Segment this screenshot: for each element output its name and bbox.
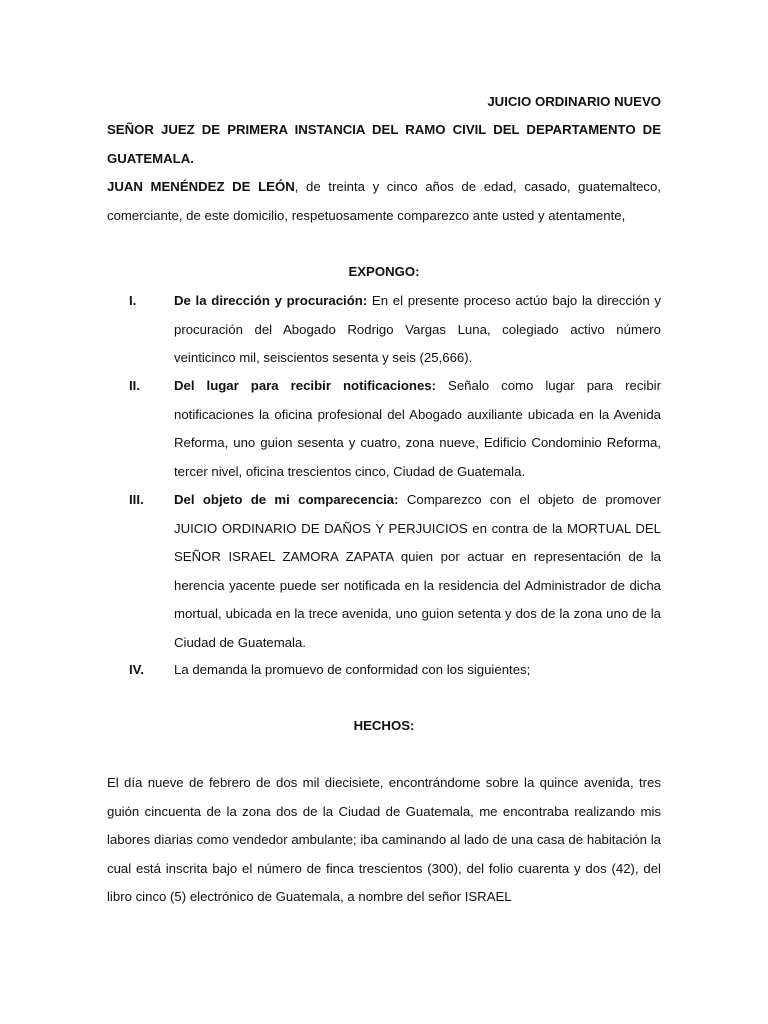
list-item bbox=[107, 372, 661, 486]
addressee: SEÑOR JUEZ DE PRIMERA INSTANCIA DEL RAMO CIVIL DEL DEPARTAMENTO DE GUATEMALA. bbox=[107, 122, 661, 166]
item-text: Señalo como lugar para recibir notificaciones la oficina profesional del Abogado auxiliante ubicada en la Avenida Reforma, uno guion sesenta y cuatro, zona nueve, Edificio Condominio Reforma, tercer nivel, oficina trescientos cinco, Ciudad de Guatemala. bbox=[174, 378, 661, 479]
list-item bbox=[107, 486, 661, 657]
item-text: La demanda la promuevo de conformidad con los siguientes; bbox=[174, 662, 531, 677]
item-number: II. bbox=[129, 378, 140, 393]
party-intro-paragraph bbox=[107, 173, 661, 230]
item-title: De la dirección y procuración: bbox=[174, 293, 368, 308]
section-hechos: HECHOS: bbox=[353, 718, 415, 733]
item-number: IV. bbox=[129, 662, 144, 677]
list-item bbox=[107, 287, 661, 373]
item-title: Del lugar para recibir notificaciones: bbox=[174, 378, 437, 393]
list-item bbox=[107, 656, 661, 685]
case-heading: JUICIO ORDINARIO NUEVO bbox=[487, 94, 661, 109]
party-intro-text: , de treinta y cinco años de edad, casado, guatemalteco, comerciante, de este domicilio, respetuosamente comparezco ante usted y atentamente, bbox=[107, 179, 661, 223]
section-expongo: EXPONGO: bbox=[348, 264, 420, 279]
hechos-paragraph: El día nueve de febrero de dos mil diecisiete, encontrándome sobre la quince avenida, tres guión cincuenta de la zona dos de la Ciudad de Guatemala, me encontraba realizando mis labores diarias como vendedor ambulante; iba caminando al lado de una casa de habitación la cual está inscrita bajo el número de finca trescientos (300), del folio cuarenta y dos (42), del libro cinco (5) electrónico de Guatemala, a nombre del señor ISRAEL bbox=[107, 775, 661, 904]
item-number: I. bbox=[129, 293, 137, 308]
item-text: En el presente proceso actúo bajo la dirección y procuración del Abogado Rodrigo Vargas Luna, colegiado activo número veinticinco mil, seiscientos sesenta y seis (25,666). bbox=[174, 293, 662, 365]
party-name: JUAN MENÉNDEZ DE LEÓN bbox=[107, 179, 295, 194]
item-title: Del objeto de mi comparecencia: bbox=[174, 492, 399, 507]
item-text: Comparezco con el objeto de promover JUICIO ORDINARIO DE DAÑOS Y PERJUICIOS en contra de la MORTUAL DEL SEÑOR ISRAEL ZAMORA ZAPATA quien por actuar en representación de la herencia yacente puede ser notificada en la residencia del Administrador de dicha mortual, ubicada en la trece avenida, uno guion setenta y dos de la zona uno de la Ciudad de Guatemala. bbox=[174, 492, 661, 650]
item-number: III. bbox=[129, 492, 144, 507]
